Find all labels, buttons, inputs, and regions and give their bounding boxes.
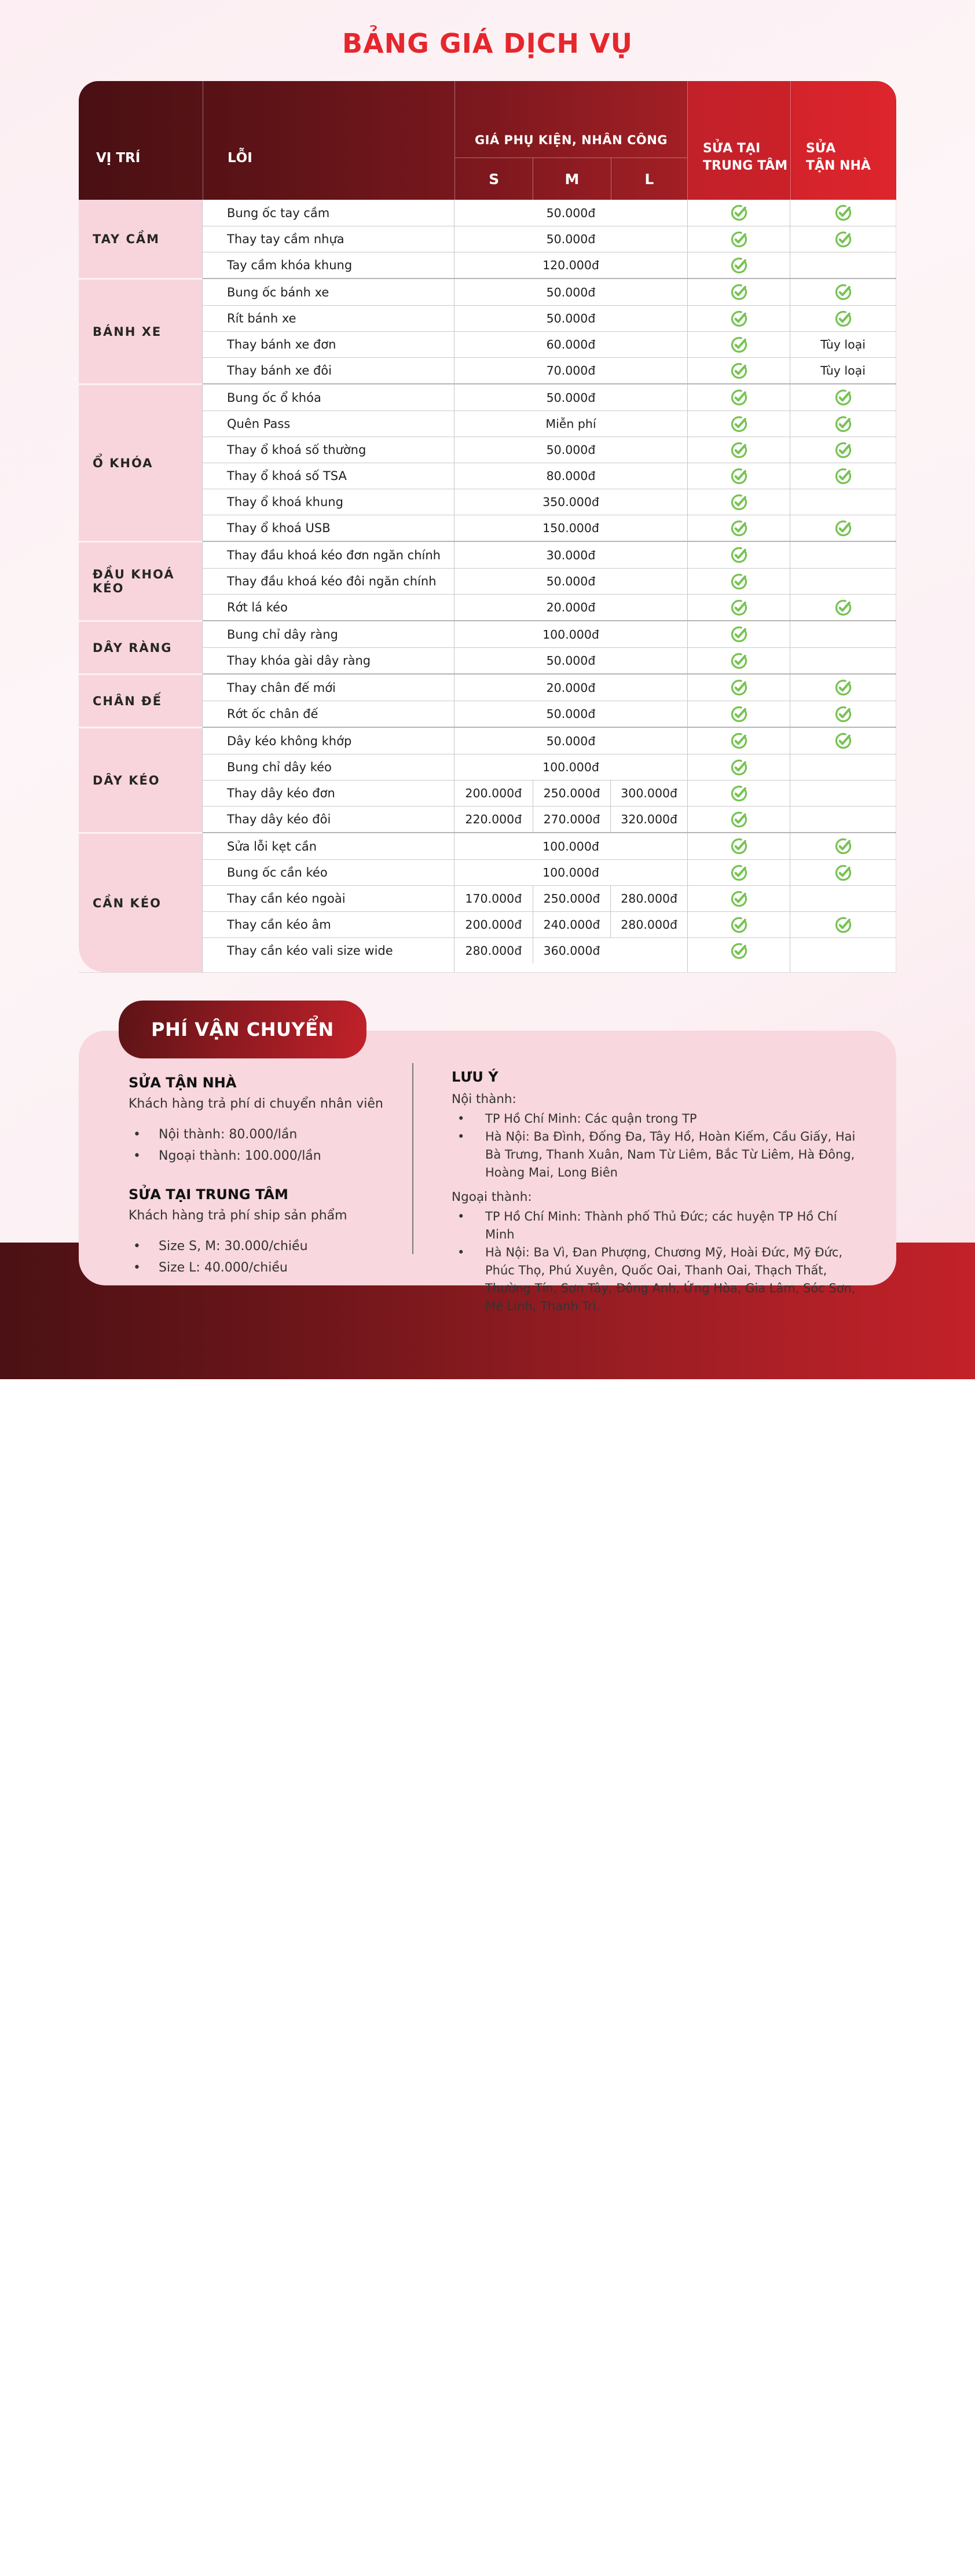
repair-home-cell: [790, 860, 896, 885]
issue-cell: Thay dây kéo đơn: [203, 781, 454, 806]
home-repair-title: SỬA TẬN NHÀ: [129, 1075, 237, 1091]
bullet-item: • Ngoại thành: 100.000/lần: [129, 1145, 383, 1167]
repair-center-cell: [688, 728, 790, 754]
check-icon: [730, 573, 748, 591]
check-icon: [834, 283, 852, 301]
repair-home-cell: [790, 332, 896, 357]
price-cell: [454, 621, 688, 647]
group-label: BÁNH XE: [79, 278, 203, 383]
repair-center-cell: [688, 515, 790, 541]
repair-center-cell: [688, 807, 790, 832]
header-size-m: M: [533, 158, 610, 200]
price-cell-s: 280.000đ: [465, 944, 522, 958]
check-icon: [730, 389, 748, 406]
repair-center-cell: [688, 384, 790, 411]
price-cell: [454, 807, 688, 832]
header-price-group-label: GIÁ PHỤ KIỆN, NHÂN CÔNG: [455, 81, 687, 158]
price-merged: 70.000đ: [546, 364, 596, 378]
check-icon: [730, 864, 748, 882]
table-group: [79, 620, 896, 673]
check-icon: [834, 204, 852, 222]
page-title: BẢNG GIÁ DỊCH VỤ: [342, 28, 633, 59]
table-row: [203, 833, 896, 859]
repair-center-cell: [688, 595, 790, 620]
check-icon: [730, 230, 748, 248]
header-repair-center: SỬA TẠI TRUNG TÂM: [703, 141, 788, 173]
issue-cell: Bung chỉ dây kéo: [203, 754, 454, 780]
price-cell: [454, 781, 688, 806]
issue-cell: Thay ổ khoá khung: [203, 489, 454, 515]
price-cell: [454, 437, 688, 463]
price-merged: 50.000đ: [546, 285, 596, 299]
price-cell: [454, 675, 688, 701]
price-merged: 100.000đ: [543, 760, 599, 774]
price-merged: 50.000đ: [546, 443, 596, 457]
repair-home-cell: [790, 411, 896, 437]
repair-center-cell: [688, 306, 790, 331]
price-cell-l: 320.000đ: [610, 807, 687, 832]
notes-outer-bullets: [452, 1208, 857, 1316]
table-row: [203, 331, 896, 357]
table-row: [203, 621, 896, 647]
bullet-item: • TP Hồ Chí Minh: Thành phố Thủ Đức; các huyện TP Hồ Chí Minh: [452, 1208, 857, 1244]
table-row: [203, 305, 896, 331]
repair-center-cell: [688, 332, 790, 357]
table-row: [203, 384, 896, 411]
check-icon: [834, 679, 852, 697]
repair-home-cell: [790, 515, 896, 541]
issue-cell: Thay đầu khoá kéo đơn ngăn chính: [203, 542, 454, 568]
price-cell: [454, 833, 688, 859]
price-cell-m: 360.000đ: [533, 938, 611, 963]
price-merged: 150.000đ: [543, 521, 599, 535]
repair-center-cell: [688, 200, 790, 226]
repair-home-cell: [790, 675, 896, 701]
phone-icon: [327, 2548, 355, 2575]
price-cell: [454, 569, 688, 594]
check-icon: [834, 415, 852, 433]
table-group: [79, 383, 896, 541]
table-row: [203, 754, 896, 780]
repair-center-cell: [688, 226, 790, 252]
repair-center-cell: [688, 938, 790, 972]
shipping-badge: PHÍ VẬN CHUYỂN: [119, 1001, 366, 1058]
header-repair-home: SỬA TẬN NHÀ: [790, 81, 896, 200]
check-icon: [730, 679, 748, 697]
table-row: [203, 937, 896, 972]
price-merged: 80.000đ: [546, 469, 596, 483]
price-cell-m: 240.000đ: [533, 912, 611, 937]
issue-cell: Thay chân đế mới: [203, 675, 454, 701]
price-cell: [454, 226, 688, 252]
table-row: [203, 226, 896, 252]
check-icon: [730, 415, 748, 433]
home-note: Tùy loại: [820, 338, 866, 351]
group-label: CHÂN ĐẾ: [79, 673, 203, 727]
bullet-item: • Size S, M: 30.000/chiều: [129, 1236, 383, 1257]
repair-center-cell: [688, 489, 790, 515]
price-cell: [454, 754, 688, 780]
header-position: VỊ TRÍ: [96, 150, 141, 166]
repair-home-cell: [790, 595, 896, 620]
table-row: [203, 594, 896, 620]
table-row: [203, 200, 896, 226]
price-merged: 350.000đ: [543, 495, 599, 509]
bullet-item: • Nội thành: 80.000/lần: [129, 1124, 383, 1145]
check-icon: [730, 837, 748, 855]
table-row: [203, 647, 896, 673]
repair-home-cell: [790, 833, 896, 859]
repair-home-cell: [790, 358, 896, 383]
repair-center-cell: [688, 754, 790, 780]
table-row: [203, 542, 896, 568]
issue-cell: Thay đầu khoá kéo đôi ngăn chính: [203, 569, 454, 594]
issue-cell: Tay cầm khóa khung: [203, 252, 454, 278]
shipping-left-column: [129, 1075, 383, 1298]
price-cell-s: 200.000đ: [465, 786, 522, 800]
group-rows: [203, 541, 896, 620]
group-rows: [203, 278, 896, 383]
issue-cell: Bung chỉ dây ràng: [203, 621, 454, 647]
price-cell: [454, 463, 688, 489]
check-icon: [730, 336, 748, 354]
issue-cell: Thay cần kéo ngoài: [203, 886, 454, 911]
price-cell-s: 220.000đ: [465, 812, 522, 826]
header-price-group: [454, 81, 688, 200]
repair-home-cell: [790, 807, 896, 832]
check-icon: [730, 546, 748, 564]
price-cell-m: 250.000đ: [533, 781, 611, 806]
table-row: [203, 806, 896, 832]
table-group: [79, 541, 896, 620]
table-row: [203, 780, 896, 806]
issue-cell: Thay cần kéo âm: [203, 912, 454, 937]
issue-cell: Thay bánh xe đơn: [203, 332, 454, 357]
repair-home-cell: [790, 728, 896, 754]
price-merged: 50.000đ: [546, 390, 596, 405]
repair-home-cell: [790, 542, 896, 568]
check-icon: [834, 837, 852, 855]
home-repair-desc: Khách hàng trả phí di chuyển nhân viên: [129, 1097, 383, 1111]
issue-cell: Bung ốc tay cầm: [203, 200, 454, 226]
price-cell: [454, 860, 688, 885]
center-repair-title: SỬA TẠI TRUNG TÂM: [129, 1186, 288, 1203]
price-merged: 120.000đ: [543, 258, 599, 272]
check-icon: [730, 705, 748, 723]
repair-center-cell: [688, 648, 790, 673]
table-row: [203, 859, 896, 885]
check-icon: [730, 942, 748, 960]
issue-cell: Sửa lỗi kẹt cần: [203, 833, 454, 859]
check-icon: [834, 310, 852, 328]
check-icon: [730, 785, 748, 803]
repair-center-cell: [688, 833, 790, 859]
table-row: [203, 728, 896, 754]
price-merged: 50.000đ: [546, 707, 596, 721]
check-icon: [834, 864, 852, 882]
hotline: [0, 2546, 975, 2576]
check-icon: [834, 441, 852, 459]
check-icon: [834, 916, 852, 934]
table-group: [79, 200, 896, 278]
repair-center-cell: [688, 569, 790, 594]
price-cell: [454, 200, 688, 226]
issue-cell: Rít bánh xe: [203, 306, 454, 331]
issue-cell: Thay ổ khoá số TSA: [203, 463, 454, 489]
header-sizes: [455, 158, 687, 200]
check-icon: [834, 519, 852, 537]
repair-home-cell: [790, 781, 896, 806]
check-icon: [730, 519, 748, 537]
check-icon: [834, 732, 852, 750]
repair-center-cell: [688, 675, 790, 701]
issue-cell: Dây kéo không khớp: [203, 728, 454, 754]
price-cell: [454, 358, 688, 383]
table-row: [203, 279, 896, 305]
price-merged: 20.000đ: [546, 680, 596, 695]
issue-cell: Rớt lá kéo: [203, 595, 454, 620]
issue-cell: Thay dây kéo đôi: [203, 807, 454, 832]
check-icon: [730, 652, 748, 670]
bullet-item: • Hà Nội: Ba Đình, Đống Đa, Tây Hồ, Hoàn Kiếm, Cầu Giấy, Hai Bà Trưng, Thanh Xuân, Nam Từ Liêm, Bắc Từ Liêm, Hà Đông, Hoàng Mai, Long Biên: [452, 1128, 857, 1182]
group-rows: [203, 383, 896, 541]
price-cell: [454, 279, 688, 305]
price-merged: 60.000đ: [546, 338, 596, 351]
repair-home-cell: [790, 754, 896, 780]
repair-center-cell: [688, 252, 790, 278]
price-cell: [454, 595, 688, 620]
issue-cell: Bung ốc cần kéo: [203, 860, 454, 885]
price-merged: 100.000đ: [543, 627, 599, 642]
check-icon: [834, 467, 852, 485]
price-cell: [454, 306, 688, 331]
notes-inner-label: Nội thành:: [452, 1092, 516, 1106]
table-group: [79, 673, 896, 727]
group-label: DÂY KÉO: [79, 727, 203, 832]
price-merged: 50.000đ: [546, 574, 596, 588]
price-cell: [454, 489, 688, 515]
issue-cell: Bung ốc ổ khóa: [203, 384, 454, 411]
center-repair-bullets: [129, 1236, 383, 1278]
group-label: DÂY RÀNG: [79, 620, 203, 673]
header-issue: LỖI: [203, 81, 454, 200]
repair-center-cell: [688, 886, 790, 911]
table-row: [203, 357, 896, 383]
check-icon: [834, 230, 852, 248]
check-icon: [730, 362, 748, 380]
price-cell-m: 270.000đ: [533, 807, 611, 832]
repair-center-cell: [688, 542, 790, 568]
price-cell-s: 170.000đ: [465, 892, 522, 906]
repair-center-cell: [688, 912, 790, 937]
hotline-number: Hotline: 1800 6646: [369, 2546, 648, 2576]
group-label: CẦN KÉO: [79, 832, 203, 972]
bullet-item: • Size L: 40.000/chiều: [129, 1257, 383, 1278]
table-header: [79, 81, 896, 200]
repair-center-cell: [688, 279, 790, 305]
repair-center-cell: [688, 860, 790, 885]
home-note: Tùy loại: [820, 364, 866, 378]
repair-home-cell: [790, 226, 896, 252]
notes-inner-bullets: [452, 1110, 857, 1182]
table-row: [203, 885, 896, 911]
price-merged: 50.000đ: [546, 232, 596, 246]
check-icon: [730, 599, 748, 617]
check-icon: [834, 389, 852, 406]
price-cell-l: [610, 938, 687, 963]
panel-divider: [412, 1063, 413, 1254]
group-label: TAY CẦM: [79, 200, 203, 278]
table-row: [203, 701, 896, 727]
issue-cell: Quên Pass: [203, 411, 454, 437]
repair-center-cell: [688, 701, 790, 727]
table-row: [203, 489, 896, 515]
price-cell-m: 250.000đ: [533, 886, 611, 911]
check-icon: [730, 256, 748, 274]
group-label: Ổ KHÓA: [79, 383, 203, 541]
repair-home-cell: [790, 437, 896, 463]
issue-cell: Thay ổ khoá số thường: [203, 437, 454, 463]
repair-home-cell: [790, 489, 896, 515]
notes-title: LƯU Ý: [452, 1069, 499, 1085]
price-cell: [454, 252, 688, 278]
price-cell-s: 200.000đ: [465, 918, 522, 932]
price-cell-l: 280.000đ: [610, 886, 687, 911]
price-cell: [454, 701, 688, 727]
repair-home-cell: [790, 279, 896, 305]
repair-home-cell: [790, 938, 896, 972]
group-rows: [203, 620, 896, 673]
header-size-l: L: [611, 158, 687, 200]
price-cell: [454, 384, 688, 411]
issue-cell: Thay ổ khoá USB: [203, 515, 454, 541]
check-icon: [730, 890, 748, 908]
repair-center-cell: [688, 463, 790, 489]
check-icon: [730, 467, 748, 485]
table-row: [203, 515, 896, 541]
notes-column: [452, 1069, 857, 1324]
issue-cell: Thay bánh xe đôi: [203, 358, 454, 383]
price-cell-l: 280.000đ: [610, 912, 687, 937]
price-table: [79, 81, 896, 973]
price-cell: [454, 411, 688, 437]
bullet-item: • TP Hồ Chí Minh: Các quận trong TP: [452, 1110, 857, 1128]
group-rows: [203, 673, 896, 727]
table-group: [79, 278, 896, 383]
notes-outer-label: Ngoại thành:: [452, 1190, 532, 1204]
table-row: [203, 568, 896, 594]
price-merged: 100.000đ: [543, 839, 599, 853]
check-icon: [834, 705, 852, 723]
issue-cell: Thay cần kéo vali size wide: [203, 938, 454, 972]
repair-center-cell: [688, 621, 790, 647]
repair-home-cell: [790, 648, 896, 673]
price-merged: 50.000đ: [546, 312, 596, 325]
repair-home-cell: [790, 306, 896, 331]
repair-home-cell: [790, 912, 896, 937]
repair-center-cell: [688, 781, 790, 806]
table-body: [79, 200, 896, 973]
check-icon: [730, 732, 748, 750]
price-cell: [454, 886, 688, 911]
check-icon: [730, 204, 748, 222]
price-cell: [454, 728, 688, 754]
price-cell: [454, 515, 688, 541]
price-cell: [454, 938, 688, 972]
repair-home-cell: [790, 621, 896, 647]
center-repair-desc: Khách hàng trả phí ship sản phẩm: [129, 1208, 347, 1223]
issue-cell: Rớt ốc chân đế: [203, 701, 454, 727]
repair-center-cell: [688, 437, 790, 463]
group-label: ĐẦU KHOÁ KÉO: [79, 541, 203, 620]
table-row: [203, 411, 896, 437]
repair-home-cell: [790, 569, 896, 594]
table-group: [79, 832, 896, 972]
price-cell: [454, 542, 688, 568]
price-merged: 50.000đ: [546, 206, 596, 220]
repair-center-cell: [688, 358, 790, 383]
group-rows: [203, 727, 896, 832]
table-row: [203, 675, 896, 701]
repair-home-cell: [790, 463, 896, 489]
check-icon: [730, 441, 748, 459]
issue-cell: Bung ốc bánh xe: [203, 279, 454, 305]
price-cell: [454, 332, 688, 357]
repair-center-cell: [688, 411, 790, 437]
check-icon: [730, 916, 748, 934]
repair-home-cell: [790, 252, 896, 278]
repair-home-cell: [790, 886, 896, 911]
issue-cell: Thay khóa gài dây ràng: [203, 648, 454, 673]
repair-home-cell: [790, 384, 896, 411]
check-icon: [730, 310, 748, 328]
table-row: [203, 437, 896, 463]
check-icon: [730, 625, 748, 643]
repair-home-cell: [790, 200, 896, 226]
price-cell: [454, 648, 688, 673]
check-icon: [730, 811, 748, 829]
price-merged: 100.000đ: [543, 866, 599, 880]
table-row: [203, 252, 896, 278]
price-cell-l: 300.000đ: [610, 781, 687, 806]
table-row: [203, 463, 896, 489]
check-icon: [730, 493, 748, 511]
check-icon: [834, 599, 852, 617]
price-merged: 50.000đ: [546, 654, 596, 668]
check-icon: [730, 758, 748, 776]
bullet-item: • Hà Nội: Ba Vì, Đan Phượng, Chương Mỹ, Hoài Đức, Mỹ Đức, Phúc Thọ, Phú Xuyên, Quốc Oai, Thanh Oai, Thạch Thất, Thường Tín, Sơn Tây, Đông Anh, Ứng Hòa, Gia Lâm, Sóc Sơn, Mê Linh, Thanh Trì.: [452, 1244, 857, 1316]
price-merged: 50.000đ: [546, 734, 596, 748]
price-merged: Miễn phí: [545, 417, 596, 431]
price-cell: [454, 912, 688, 937]
issue-cell: Thay tay cầm nhựa: [203, 226, 454, 252]
table-row: [203, 911, 896, 937]
price-merged: 20.000đ: [546, 600, 596, 614]
table-group: [79, 727, 896, 832]
home-repair-bullets: [129, 1124, 383, 1167]
group-rows: [203, 200, 896, 278]
price-merged: 30.000đ: [546, 548, 596, 562]
header-size-s: S: [489, 170, 500, 188]
repair-home-cell: [790, 701, 896, 727]
group-rows: [203, 832, 896, 972]
check-icon: [730, 283, 748, 301]
